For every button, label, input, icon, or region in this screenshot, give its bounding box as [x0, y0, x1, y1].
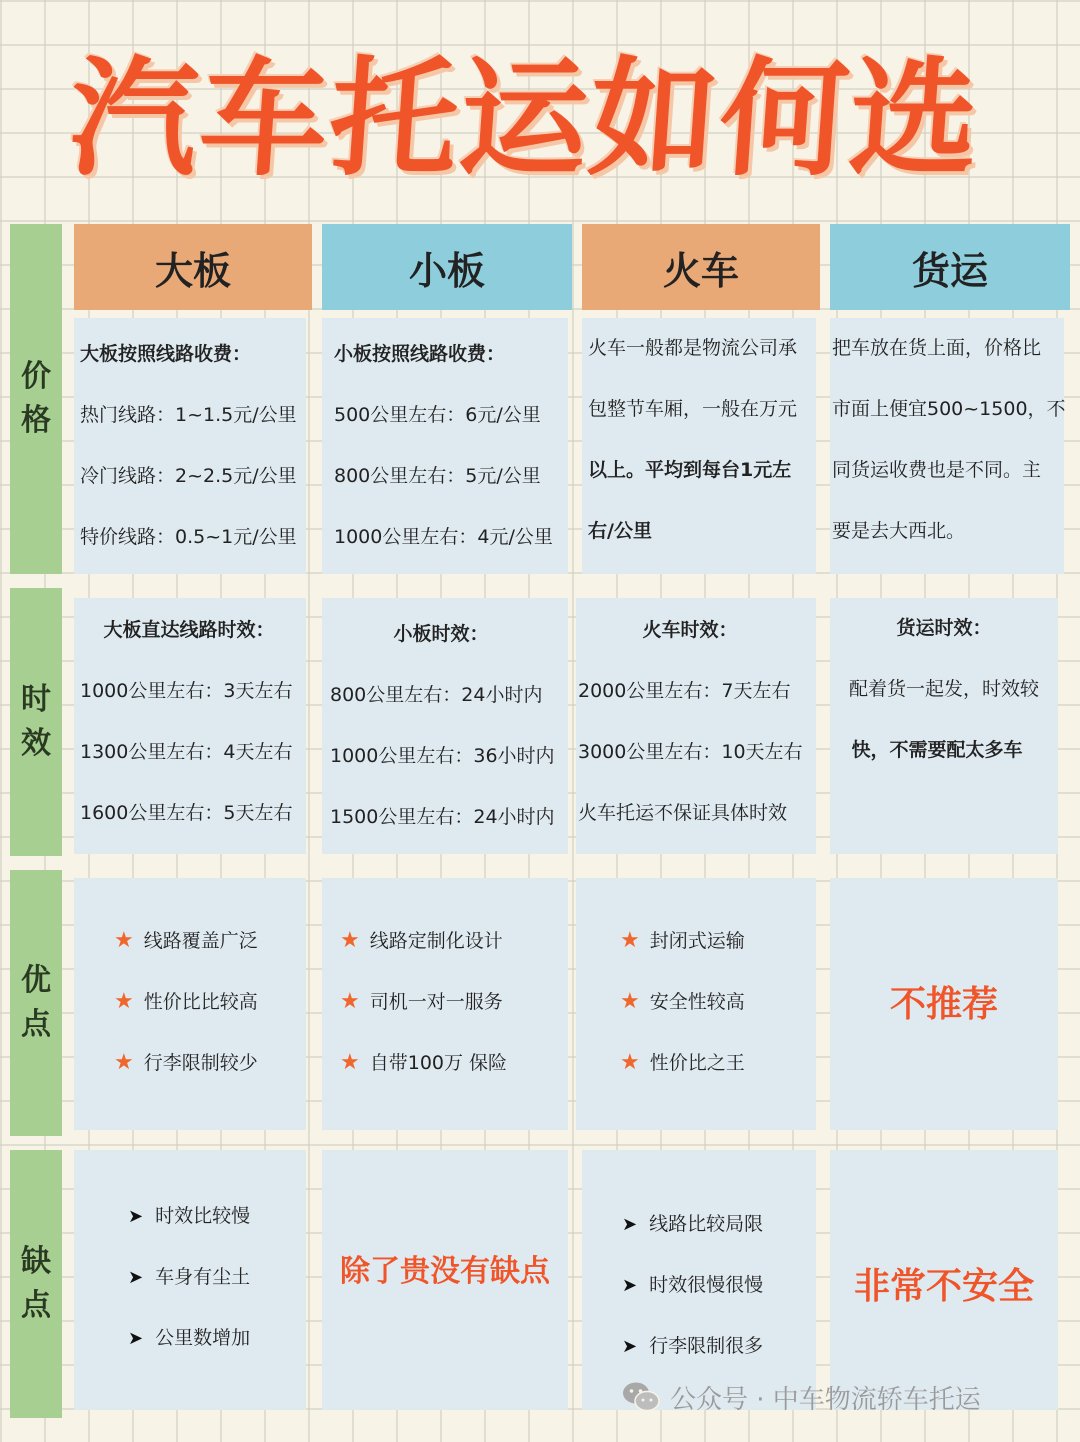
cell-line: 800公里左右：24小时内: [330, 684, 543, 706]
list-item: ➤ 行李限制很多: [622, 1335, 764, 1357]
cell-line: 1600公里左右：5天左右: [80, 802, 293, 824]
cell-line: 把车放在货上面，价格比: [832, 337, 1042, 359]
page-title: 汽车托运如何选: [64, 44, 986, 194]
arrow-right-icon: ➤: [622, 1214, 638, 1235]
cons-cell-daban: [74, 1150, 306, 1410]
timing-cell-xiaoban: [322, 598, 568, 854]
unsafe-text: 非常不安全: [853, 1266, 1034, 1307]
pros-cell-daban: [74, 878, 306, 1130]
list-item: ➤ 车身有尘土: [128, 1266, 251, 1288]
star-icon: ★: [114, 1050, 134, 1075]
cell-line: 1000公里左右：36小时内: [330, 745, 555, 767]
list-item: ★ 自带100万 保险: [340, 1050, 508, 1075]
cons-cell-xiaoban: [322, 1150, 568, 1410]
arrow-right-icon: ➤: [622, 1336, 638, 1357]
row-label-timing: 时效: [10, 588, 62, 856]
pros-cell-train: [576, 878, 816, 1130]
column-header-daban: 大板: [74, 224, 312, 310]
star-icon: ★: [340, 1050, 360, 1075]
cell-line: 1000公里左右：4元/公里: [334, 526, 553, 548]
row-label-price: 价格: [10, 224, 62, 574]
timing-cell-freight: [830, 598, 1058, 854]
column-header-train: 火车: [582, 224, 820, 310]
pros-cell-xiaoban: [322, 878, 568, 1130]
cell-line: 同货运收费也是不同。主: [832, 459, 1042, 481]
arrow-right-icon: ➤: [622, 1275, 638, 1296]
cell-line: 2000公里左右：7天左右: [578, 680, 791, 702]
cell-line: 火车托运不保证具体时效: [578, 802, 788, 824]
price-cell-freight: [830, 318, 1064, 574]
cell-line: 快，不需要配太多车: [851, 739, 1023, 761]
cell-heading: 火车时效：: [642, 619, 738, 641]
star-icon: ★: [114, 989, 134, 1014]
list-item: ★ 线路定制化设计: [340, 928, 503, 953]
price-cell-daban: [74, 318, 306, 574]
not-recommended-text: 不推荐: [889, 984, 998, 1025]
cell-line: 1500公里左右：24小时内: [330, 806, 555, 828]
list-item: ★ 性价比之王: [620, 1050, 745, 1075]
list-item: ➤ 时效很慢很慢: [622, 1274, 764, 1296]
cell-heading: 货运时效：: [896, 617, 992, 639]
cell-line: 1000公里左右：3天左右: [80, 680, 293, 702]
star-icon: ★: [114, 928, 134, 953]
cell-line: 1300公里左右：4天左右: [80, 741, 293, 763]
cell-heading: 大板直达线路时效：: [103, 619, 275, 641]
pros-cell-freight: [830, 878, 1058, 1130]
cons-cell-train: [582, 1150, 816, 1410]
star-icon: ★: [620, 989, 640, 1014]
cell-line: 要是去大西北。: [832, 520, 966, 542]
price-cell-xiaoban: [322, 318, 568, 574]
star-icon: ★: [620, 1050, 640, 1075]
list-item: ➤ 公里数增加: [128, 1327, 251, 1349]
column-header-xiaoban: 小板: [322, 224, 572, 310]
arrow-right-icon: ➤: [128, 1267, 144, 1288]
cell-line: 500公里左右：6元/公里: [334, 404, 541, 426]
cell-heading: 大板按照线路收费：: [80, 343, 252, 365]
watermark: [622, 1372, 981, 1422]
cell-line: 热门线路：1~1.5元/公里: [80, 404, 297, 426]
row-label-pros: 优点: [10, 870, 62, 1136]
cell-line: 特价线路：0.5~1元/公里: [80, 526, 297, 548]
timing-cell-daban: [74, 598, 306, 854]
no-downside-text: 除了贵没有缺点: [340, 1254, 550, 1289]
column-header-freight: 货运: [830, 224, 1070, 310]
cell-line: 以上。平均到每台1元左: [588, 459, 792, 481]
cell-heading: 小板按照线路收费：: [334, 343, 506, 365]
star-icon: ★: [620, 928, 640, 953]
list-item: ★ 封闭式运输: [620, 928, 745, 953]
arrow-right-icon: ➤: [128, 1328, 144, 1349]
row-label-cons: 缺点: [10, 1150, 62, 1418]
timing-cell-train: [576, 598, 816, 854]
cell-line: 3000公里左右：10天左右: [578, 741, 803, 763]
watermark-text: 公众号 · 中车物流轿车托运: [670, 1384, 981, 1415]
star-icon: ★: [340, 928, 360, 953]
list-item: ★ 安全性较高: [620, 989, 745, 1014]
cell-line: 包整节车厢，一般在万元: [588, 398, 798, 420]
star-icon: ★: [340, 989, 360, 1014]
list-item: ★ 行李限制较少: [114, 1050, 258, 1075]
cell-line: 配着货一起发，时效较: [848, 678, 1039, 700]
cell-line: 火车一般都是物流公司承: [588, 337, 798, 359]
cons-cell-freight: [830, 1150, 1058, 1410]
list-item: ★ 司机一对一服务: [340, 989, 503, 1014]
list-item: ➤ 线路比较局限: [622, 1213, 764, 1235]
cell-heading: 小板时效：: [393, 623, 489, 645]
cell-line: 右/公里: [588, 520, 652, 542]
cell-line: 冷门线路：2~2.5元/公里: [80, 465, 297, 487]
list-item: ★ 性价比比较高: [114, 989, 258, 1014]
wechat-icon: [622, 1381, 660, 1413]
cell-line: 市面上便宜500~1500，不: [832, 398, 1066, 420]
arrow-right-icon: ➤: [128, 1206, 144, 1227]
price-cell-train: [582, 318, 816, 574]
list-item: ➤ 时效比较慢: [128, 1205, 251, 1227]
list-item: ★ 线路覆盖广泛: [114, 928, 258, 953]
cell-line: 800公里左右：5元/公里: [334, 465, 541, 487]
